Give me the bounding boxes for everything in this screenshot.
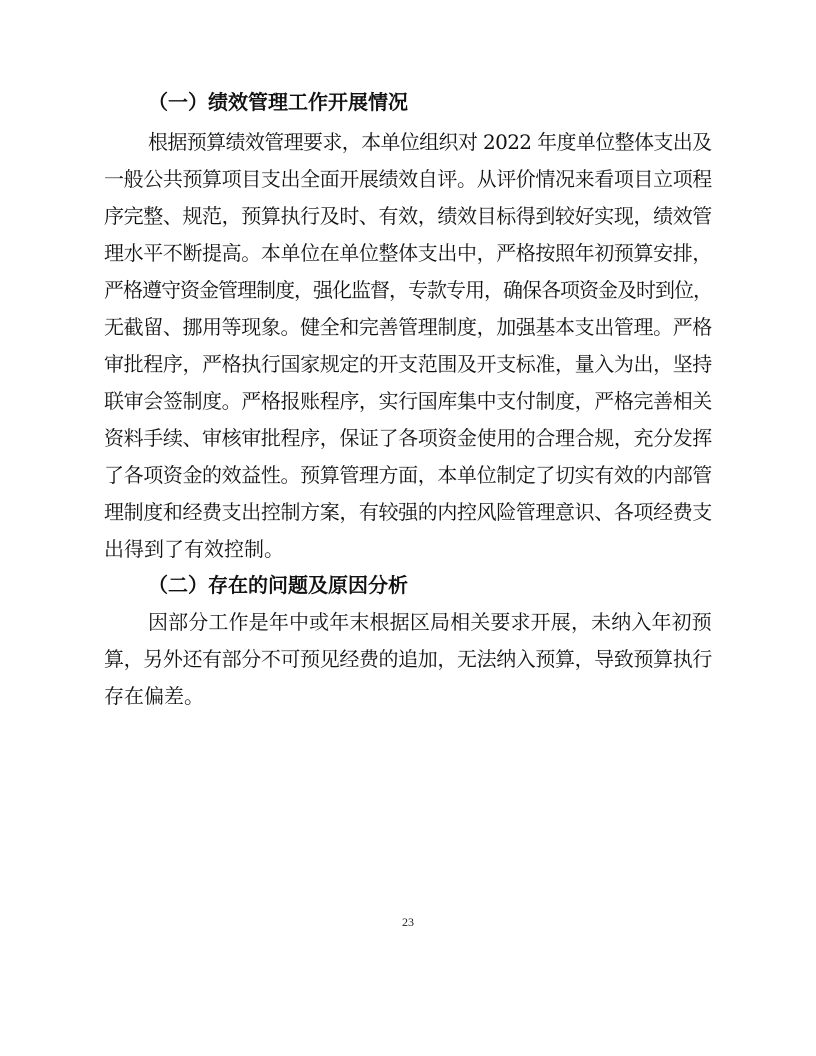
paragraph-line: 存在偏差。 <box>104 684 204 708</box>
paragraph-line: 资料手续、审核审批程序，保证了各项资金使用的合理合规，充分发挥 <box>104 426 712 450</box>
paragraph-line: 审批程序，严格执行国家规定的开支范围及开支标准，量入为出，坚持 <box>104 352 712 376</box>
section-heading-problems-and-causes: （二）存在的问题及原因分析 <box>148 573 408 597</box>
paragraph-line: 理水平不断提高。本单位在单位整体支出中，严格按照年初预算安排， <box>104 241 712 265</box>
paragraph-line: 联审会签制度。严格报账程序，实行国库集中支付制度，严格完善相关 <box>104 389 712 413</box>
paragraph-line: 算，另外还有部分不可预见经费的追加，无法纳入预算，导致预算执行 <box>104 647 712 671</box>
paragraph-line: 出得到了有效控制。 <box>104 537 284 561</box>
paragraph-line: 因部分工作是年中或年末根据区局相关要求开展，未纳入年初预 <box>148 610 712 634</box>
paragraph-line: 严格遵守资金管理制度，强化监督，专款专用，确保各项资金及时到位， <box>104 278 712 302</box>
section-heading-performance-management: （一）绩效管理工作开展情况 <box>148 90 408 114</box>
page-number: 23 <box>402 915 414 929</box>
paragraph-line: 一般公共预算项目支出全面开展绩效自评。从评价情况来看项目立项程 <box>104 167 712 191</box>
paragraph-line: 无截留、挪用等现象。健全和完善管理制度，加强基本支出管理。严格 <box>104 315 712 339</box>
paragraph-line: 了各项资金的效益性。预算管理方面，本单位制定了切实有效的内部管 <box>104 463 712 487</box>
paragraph-line: 根据预算绩效管理要求，本单位组织对 2022 年度单位整体支出及 <box>148 130 712 154</box>
paragraph-line: 序完整、规范，预算执行及时、有效，绩效目标得到较好实现，绩效管 <box>104 204 712 228</box>
paragraph-line: 理制度和经费支出控制方案，有较强的内控风险管理意识、各项经费支 <box>104 500 712 524</box>
